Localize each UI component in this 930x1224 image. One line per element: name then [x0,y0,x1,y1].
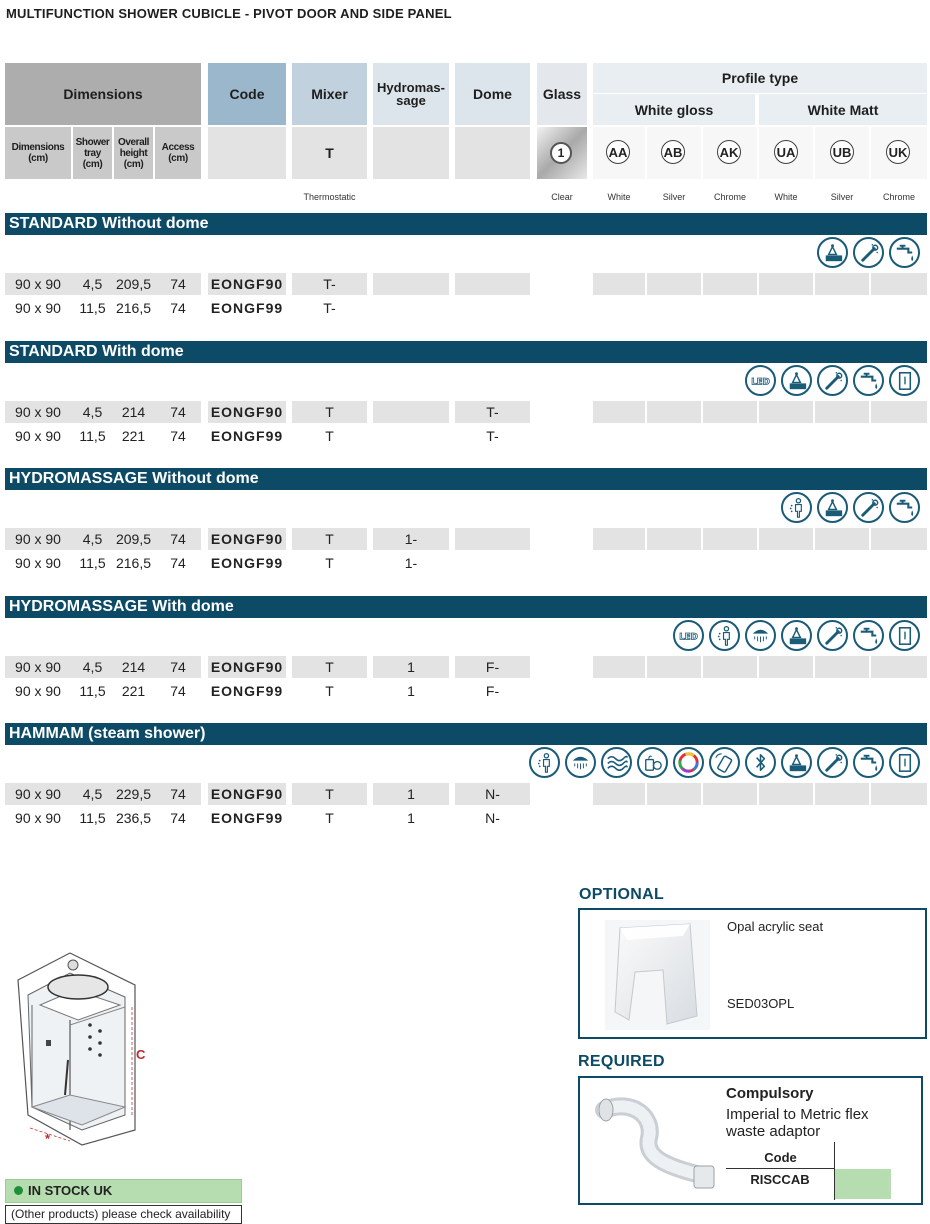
subheader-access: Access (cm) [155,127,201,179]
cell-dim: 90 x 90 [15,786,61,802]
cell-hydro: 1- [404,555,418,571]
subheader-dimensions: Dimensions (cm) [5,127,71,179]
header-mixer: Mixer [292,63,367,125]
required-code: RISCCAB [750,1172,810,1187]
hand-shower-icon [817,365,848,396]
cell-tray: 4,5 [82,786,103,802]
row-shading [759,401,813,423]
row-shading [759,273,813,295]
cell-access: 74 [170,683,186,699]
cell-access: 74 [170,300,186,316]
cell-tray: 4,5 [82,531,103,547]
hand-shower-icon [817,747,848,778]
cell-hydro [373,273,449,295]
bath-tray-icon [817,237,848,268]
row-shading [815,401,869,423]
tap-icon [889,237,920,268]
caption-ub: Silver [830,192,854,202]
cell-dome: N- [485,810,500,826]
cell-code: EONGF90 [210,404,284,420]
bath-tray-icon [781,365,812,396]
cell-hydro [373,401,449,423]
section-title: HYDROMASSAGE With dome [5,596,927,618]
row-shading [871,273,927,295]
row-shading [647,401,701,423]
subheader-mixer-code: T [292,127,367,179]
led-icon [745,365,776,396]
cell-dim: 90 x 90 [15,683,61,699]
row-shading [647,528,701,550]
profile-badge-ua: UA [774,140,798,164]
cell-height: 214 [121,404,146,420]
rain-shower-icon [745,620,776,651]
header-profile-type: Profile type [593,63,927,93]
cell-mixer: T [325,404,334,420]
profile-badge-uk: UK [886,140,910,164]
cell-dim: 90 x 90 [15,659,61,675]
cell-access: 74 [170,276,186,292]
in-stock-badge [5,1179,242,1203]
cell-access: 74 [170,531,186,547]
row-shading [593,656,645,678]
caption-clear: Clear [551,192,573,202]
body-jets-icon [709,620,740,651]
cell-tray: 4,5 [82,404,103,420]
cell-mixer: T [325,683,334,699]
cell-hydro: 1 [407,659,415,675]
header-glass: Glass [537,63,587,125]
row-shading [703,783,757,805]
cell-tray: 11,5 [79,428,106,444]
subheader-hydro-blank [373,127,449,179]
aroma-icon [637,747,668,778]
profile-badge-ak: AK [717,140,741,164]
tap-icon [853,365,884,396]
body-jets-icon [781,492,812,523]
required-stock-swatch [835,1169,891,1199]
section-title: STANDARD With dome [5,341,927,363]
tap-icon [853,620,884,651]
row-shading [815,528,869,550]
chromotherapy-icon [673,747,704,778]
cell-code: EONGF99 [210,428,284,444]
cell-access: 74 [170,786,186,802]
row-shading [871,528,927,550]
cell-hydro: 1 [407,683,415,699]
row-shading [593,528,645,550]
cell-access: 74 [170,555,186,571]
caption-thermostatic: Thermostatic [303,192,356,202]
caption-ab: Silver [662,192,686,202]
row-shading [815,656,869,678]
row-shading [703,656,757,678]
cell-access: 74 [170,428,186,444]
diagram-label-star: * [45,1131,51,1146]
flex-waste-adaptor-image [594,1088,722,1193]
steam-icon [601,747,632,778]
subheader-code-blank [208,127,286,179]
optional-heading: OPTIONAL [579,886,665,903]
row-shading [759,656,813,678]
subheader-overall-height: Overall height (cm) [114,127,153,179]
cell-code: EONGF90 [210,276,284,292]
cell-dim: 90 x 90 [15,276,61,292]
section-title: HYDROMASSAGE Without dome [5,468,927,490]
cell-dome [455,552,530,574]
in-stock-label: IN STOCK UK [28,1183,113,1198]
cell-mixer: T- [323,300,336,316]
stock-dot-icon [14,1186,23,1195]
header-hydromassage: Hydromas- sage [373,63,449,125]
cell-dome: F- [485,683,500,699]
cell-dome: T- [486,428,499,444]
diagram-label-c: C [136,1047,146,1062]
cell-height: 216,5 [115,555,152,571]
cell-hydro: 1 [407,786,415,802]
cell-height: 221 [121,683,146,699]
row-shading [759,528,813,550]
cell-dome [455,297,530,319]
cell-tray: 4,5 [82,276,103,292]
row-shading [593,783,645,805]
cell-dim: 90 x 90 [15,531,61,547]
radio-icon [709,747,740,778]
cell-dim: 90 x 90 [15,428,61,444]
door-icon [889,620,920,651]
bath-tray-icon [781,620,812,651]
row-shading [593,273,645,295]
cell-code: EONGF99 [210,683,284,699]
rain-shower-icon [565,747,596,778]
cell-dim: 90 x 90 [15,810,61,826]
body-jets-icon [529,747,560,778]
required-title: Compulsory [726,1085,814,1102]
caption-ua: White [774,192,798,202]
caption-aa: White [607,192,631,202]
section-title: STANDARD Without dome [5,213,927,235]
cell-hydro: 1- [404,531,418,547]
profile-badge-ub: UB [830,140,854,164]
shower-cubicle-diagram [10,945,170,1150]
required-description: Imperial to Metric flex waste adaptor [726,1106,869,1140]
svg-text:LED: LED [679,632,698,643]
page-title: MULTIFUNCTION SHOWER CUBICLE - PIVOT DOOR AND SIDE PANEL [6,6,452,21]
cell-hydro: 1 [407,810,415,826]
cell-code: EONGF99 [210,555,284,571]
cell-height: 236,5 [115,810,152,826]
bluetooth-icon [745,747,776,778]
caption-uk: Chrome [882,192,915,202]
cell-tray: 11,5 [79,810,106,826]
cell-tray: 11,5 [79,683,106,699]
hand-shower-icon [817,620,848,651]
door-icon [889,365,920,396]
required-heading: REQUIRED [578,1053,665,1070]
profile-badge-aa: AA [606,140,630,164]
row-shading [647,783,701,805]
cell-dim: 90 x 90 [15,300,61,316]
cell-dome: T- [486,404,499,420]
cell-height: 209,5 [115,531,152,547]
optional-box [578,908,927,1039]
header-code: Code [208,63,286,125]
cell-mixer: T [325,659,334,675]
cell-access: 74 [170,810,186,826]
bath-tray-icon [781,747,812,778]
cell-mixer: T [325,810,334,826]
cell-mixer: T- [323,276,336,292]
row-shading [871,783,927,805]
cell-dim: 90 x 90 [15,404,61,420]
svg-text:LED: LED [751,377,770,388]
cell-code: EONGF99 [210,300,284,316]
cell-height: 221 [121,428,146,444]
header-white-gloss: White gloss [593,94,757,125]
row-shading [871,401,927,423]
header-dome: Dome [455,63,530,125]
acrylic-seat-image [605,920,710,1030]
cell-hydro [373,297,449,319]
required-box [578,1076,923,1205]
cell-height: 229,5 [115,786,152,802]
subheader-shower-tray: Shower tray (cm) [73,127,112,179]
cell-height: 209,5 [115,276,152,292]
cell-access: 74 [170,659,186,675]
glass-code-badge: 1 [550,142,572,164]
row-shading [815,783,869,805]
cell-dome: F- [485,659,500,675]
cell-dim: 90 x 90 [15,555,61,571]
row-shading [703,401,757,423]
cell-mixer: T [325,428,334,444]
row-shading [593,401,645,423]
tap-icon [853,747,884,778]
header-white-matt: White Matt [759,94,927,125]
cell-mixer: T [325,786,334,802]
row-shading [871,656,927,678]
cell-code: EONGF90 [210,786,284,802]
cell-mixer: T [325,531,334,547]
cell-code: EONGF90 [210,531,284,547]
row-shading [703,273,757,295]
hand-shower-icon [853,492,884,523]
hand-shower-icon [853,237,884,268]
section-title: HAMMAM (steam shower) [5,723,927,745]
row-shading [647,273,701,295]
optional-code: SED03OPL [727,996,795,1011]
bath-tray-icon [817,492,848,523]
cell-tray: 4,5 [82,659,103,675]
row-shading [703,528,757,550]
header-dimensions: Dimensions [5,63,201,125]
cell-access: 74 [170,404,186,420]
tap-icon [889,492,920,523]
cell-dome: N- [485,786,500,802]
cell-height: 214 [121,659,146,675]
row-shading [815,273,869,295]
cell-dome [455,528,530,550]
door-icon [889,747,920,778]
availability-note: (Other products) please check availability [5,1205,242,1224]
cell-tray: 11,5 [79,300,106,316]
optional-name: Opal acrylic seat [727,919,824,934]
cell-code: EONGF99 [210,810,284,826]
profile-badge-ab: AB [661,140,685,164]
cell-height: 216,5 [115,300,152,316]
cell-code: EONGF90 [210,659,284,675]
cell-dome [455,273,530,295]
led-icon [673,620,704,651]
cell-mixer: T [325,555,334,571]
row-shading [647,656,701,678]
subheader-dome-blank [455,127,530,179]
cell-tray: 11,5 [79,555,106,571]
row-shading [759,783,813,805]
caption-ak: Chrome [713,192,746,202]
required-code-label: Code [726,1147,835,1169]
cell-hydro [373,425,449,447]
